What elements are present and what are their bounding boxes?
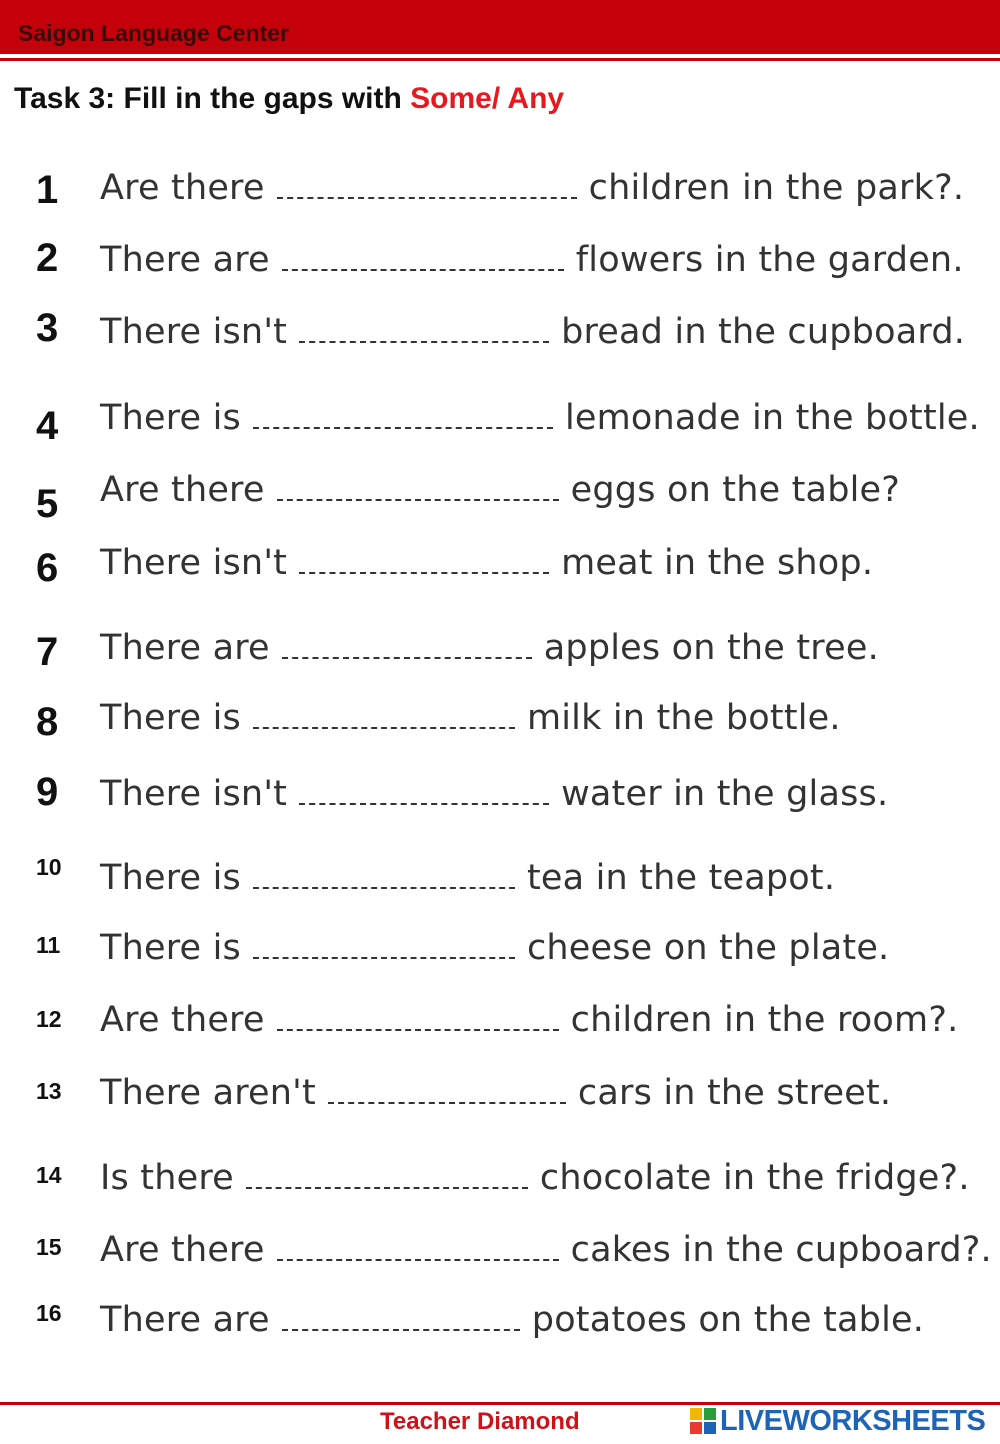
answer-blank[interactable] [253, 865, 515, 889]
answer-blank[interactable] [277, 1237, 559, 1261]
sentence-start: There aren't [100, 1073, 316, 1113]
sentence-row [100, 168, 964, 208]
answer-blank[interactable] [277, 175, 577, 199]
answer-blank[interactable] [246, 1165, 528, 1189]
sentence-row [100, 398, 980, 438]
item-number: 7 [36, 630, 59, 674]
answer-blank[interactable] [299, 319, 549, 343]
answer-blank[interactable] [282, 635, 532, 659]
sentence-end: flowers in the garden. [575, 240, 964, 280]
task-title-highlight: Some/ Any [410, 82, 565, 115]
sentence-start: Are there [100, 470, 265, 510]
header-divider [0, 58, 1000, 61]
item-number: 9 [36, 770, 59, 814]
item-number: 6 [36, 546, 59, 590]
sentence-end: meat in the shop. [561, 543, 874, 583]
sentence-end: children in the park?. [588, 168, 965, 208]
item-number: 13 [36, 1078, 62, 1104]
sentence-row [100, 312, 965, 352]
sentence-end: cars in the street. [577, 1073, 892, 1113]
sentence-end: potatoes on the table. [531, 1300, 925, 1340]
sentence-row [100, 470, 900, 510]
sentence-start: There isn't [100, 774, 288, 814]
sentence-start: There is [100, 698, 241, 738]
answer-blank[interactable] [253, 405, 553, 429]
sentence-start: Are there [100, 168, 265, 208]
sentence-row [100, 774, 888, 814]
sentence-start: There isn't [100, 543, 288, 583]
answer-blank[interactable] [299, 550, 549, 574]
sentence-row [100, 543, 873, 583]
item-number: 2 [36, 236, 59, 280]
sentence-end: chocolate in the fridge?. [539, 1158, 970, 1198]
answer-blank[interactable] [282, 247, 564, 271]
answer-blank[interactable] [328, 1080, 566, 1104]
item-number: 14 [36, 1162, 62, 1188]
item-number: 4 [36, 404, 59, 448]
answer-blank[interactable] [299, 781, 549, 805]
sentence-row [100, 1158, 970, 1198]
sentence-row [100, 628, 879, 668]
task-title-text: Task 3: Fill in the gaps with [14, 82, 411, 115]
item-number: 3 [36, 306, 59, 350]
sentence-start: There are [100, 240, 270, 280]
item-number: 5 [36, 482, 59, 526]
sentence-start: There is [100, 858, 241, 898]
item-number: 15 [36, 1234, 62, 1260]
sentence-start: There are [100, 1300, 270, 1340]
sentence-start: There isn't [100, 312, 288, 352]
answer-blank[interactable] [277, 477, 559, 501]
logo-squares-icon [690, 1408, 716, 1434]
item-number: 12 [36, 1006, 62, 1032]
sentence-end: eggs on the table? [570, 470, 901, 510]
sentence-end: children in the room?. [570, 1000, 959, 1040]
sentence-end: apples on the tree. [543, 628, 879, 668]
answer-blank[interactable] [253, 935, 515, 959]
brand-name: LIVEWORKSHEETS [720, 1404, 986, 1437]
item-number: 16 [36, 1300, 62, 1326]
sentence-start: There is [100, 928, 241, 968]
item-number: 10 [36, 854, 62, 880]
school-name: Saigon Language Center [18, 20, 289, 46]
teacher-name: Teacher Diamond [380, 1408, 580, 1435]
sentence-end: milk in the bottle. [526, 698, 841, 738]
sentence-start: There are [100, 628, 270, 668]
sentence-end: cakes in the cupboard?. [570, 1230, 992, 1270]
liveworksheets-logo [690, 1404, 985, 1438]
answer-blank[interactable] [282, 1307, 520, 1331]
header-banner [0, 0, 1000, 54]
item-number: 1 [36, 168, 59, 212]
sentence-end: tea in the teapot. [526, 858, 836, 898]
sentence-start: There is [100, 398, 241, 438]
sentence-start: Is there [100, 1158, 234, 1198]
sentence-row [100, 928, 889, 968]
task-title [14, 82, 564, 116]
sentence-row [100, 858, 835, 898]
sentence-row [100, 240, 964, 280]
sentence-row [100, 1300, 924, 1340]
sentence-row [100, 1073, 891, 1113]
sentence-row [100, 698, 841, 738]
item-number: 8 [36, 700, 59, 744]
sentence-row [100, 1000, 958, 1040]
sentence-start: Are there [100, 1230, 265, 1270]
sentence-end: cheese on the plate. [526, 928, 890, 968]
sentence-end: bread in the cupboard. [561, 312, 966, 352]
sentence-row [100, 1230, 992, 1270]
item-number: 11 [36, 932, 61, 958]
answer-blank[interactable] [277, 1007, 559, 1031]
sentence-end: lemonade in the bottle. [564, 398, 980, 438]
sentence-end: water in the glass. [561, 774, 889, 814]
sentence-start: Are there [100, 1000, 265, 1040]
answer-blank[interactable] [253, 705, 515, 729]
